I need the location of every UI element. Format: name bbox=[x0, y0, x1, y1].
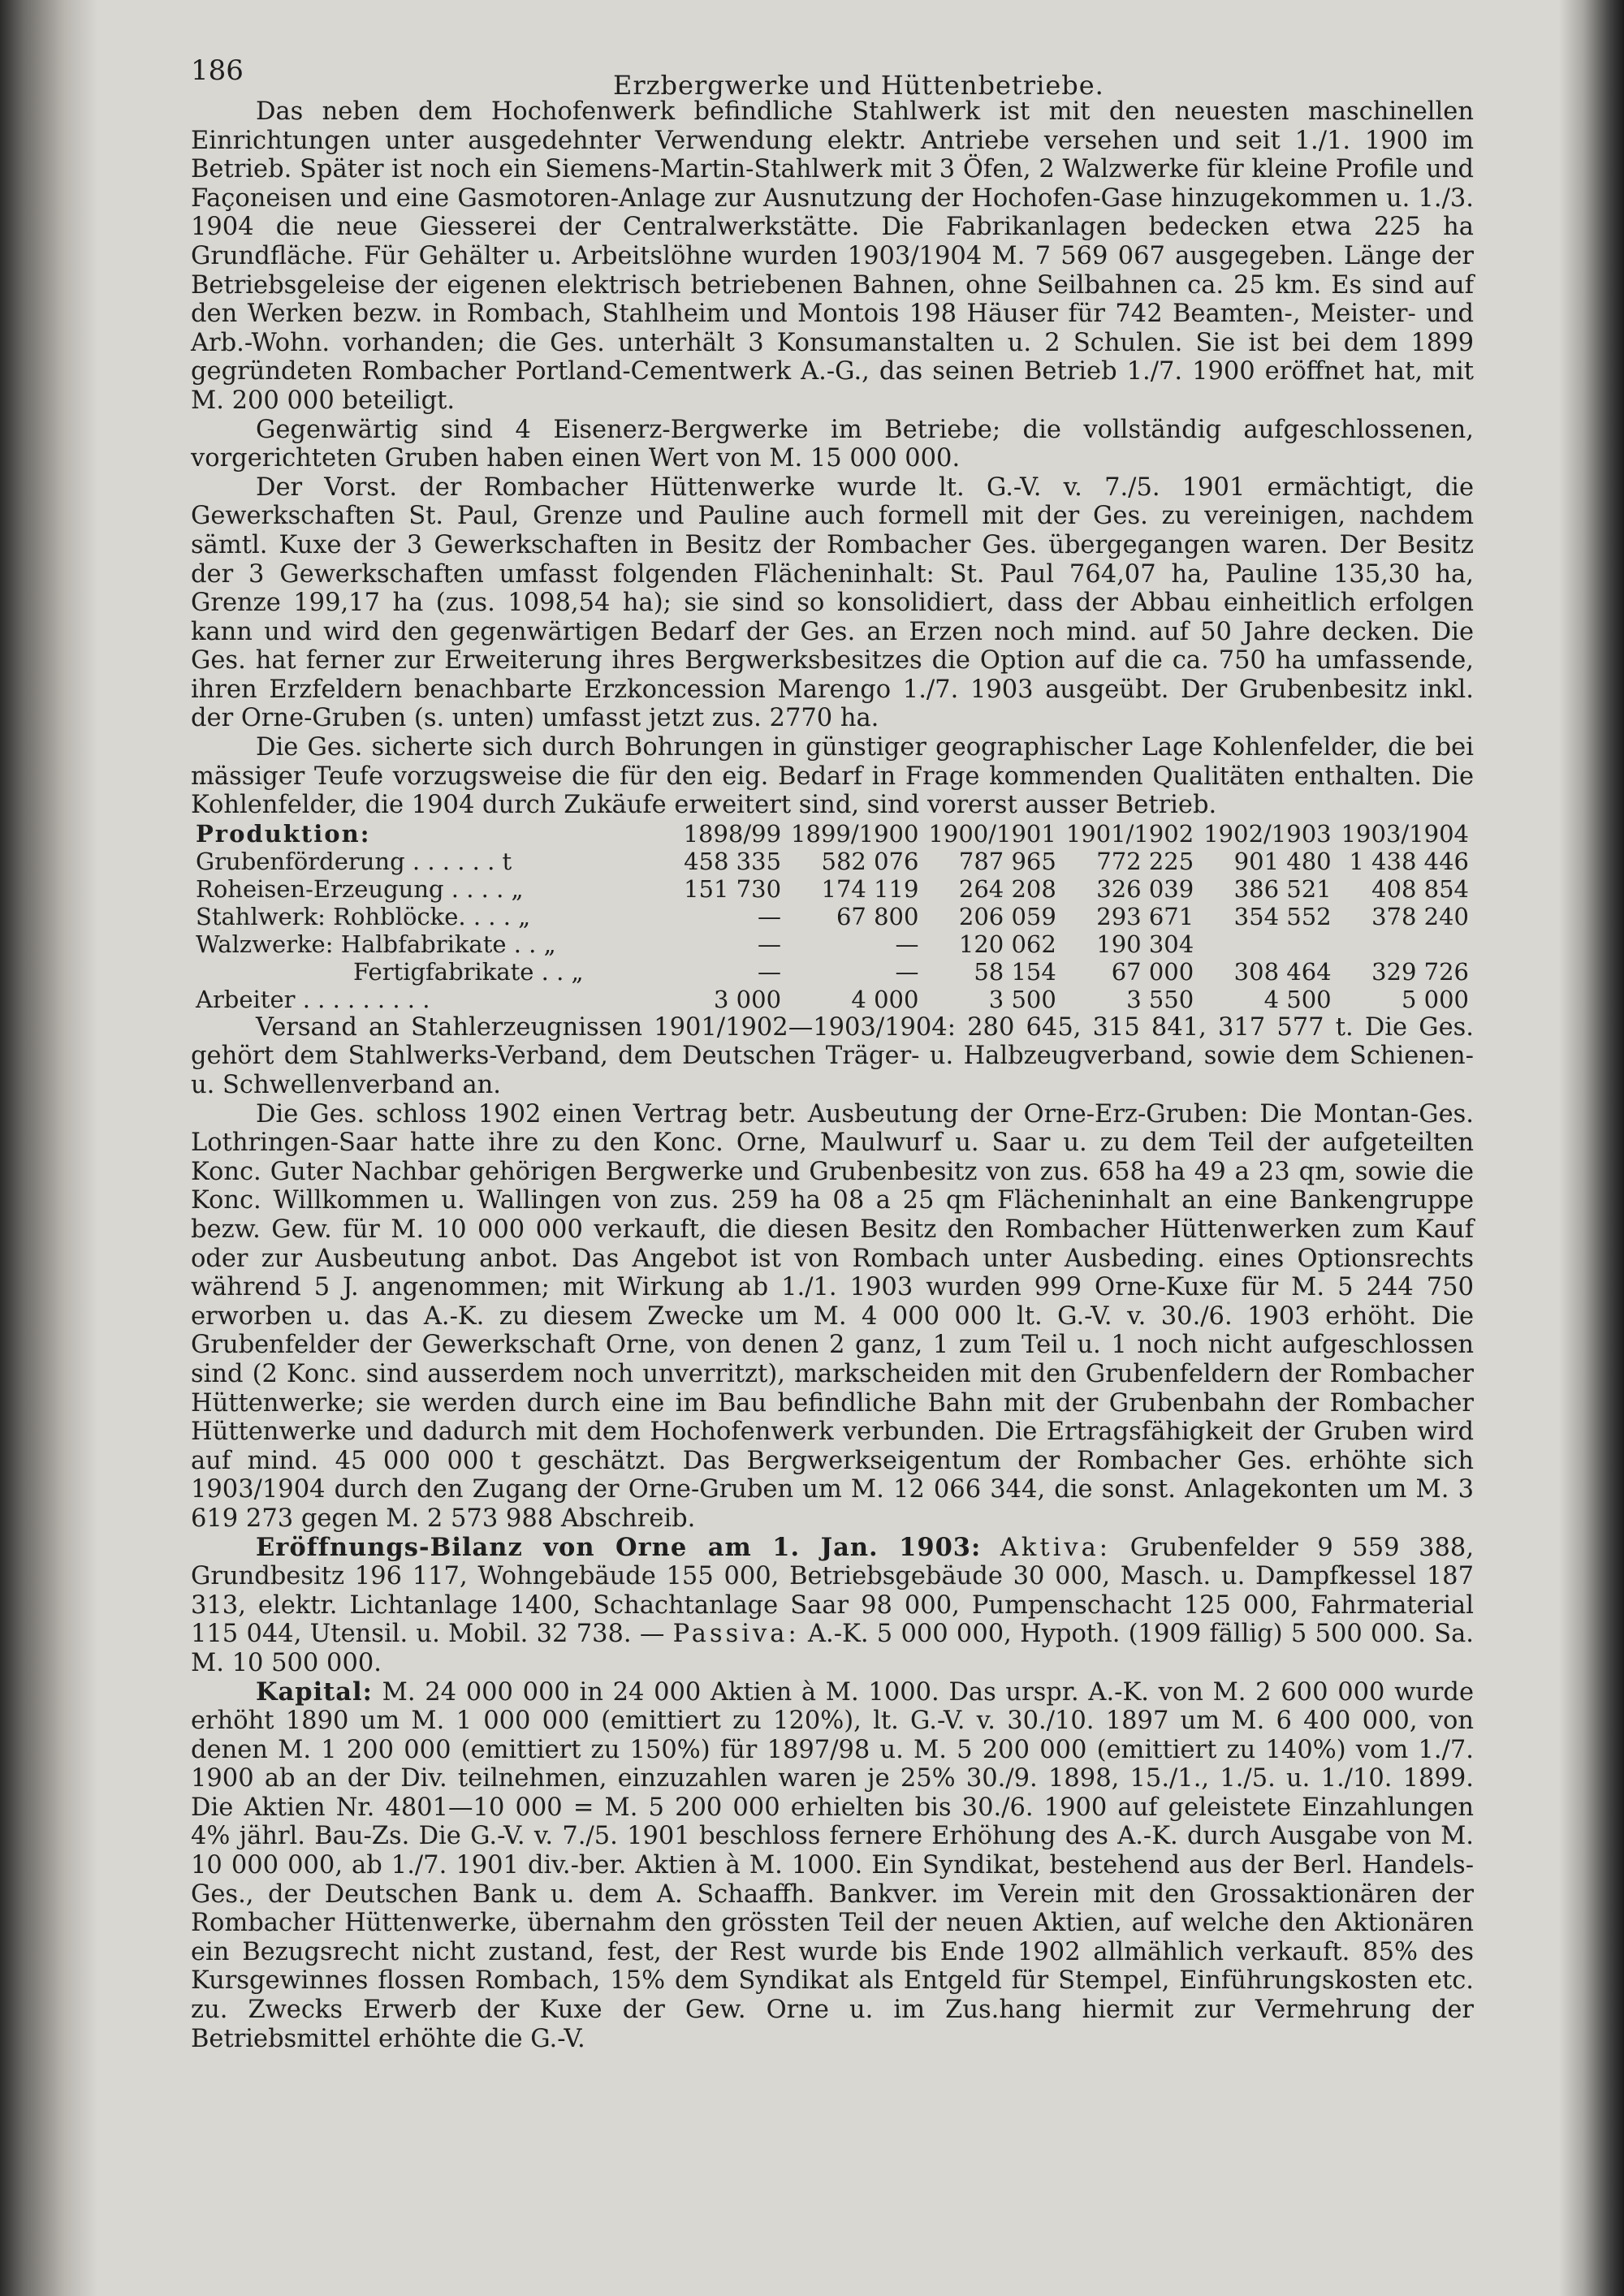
row-label: Walzwerke: Halbfabrikate . . „ bbox=[196, 930, 556, 958]
table-row bbox=[191, 903, 1474, 930]
cell: 3 550 bbox=[1126, 985, 1194, 1013]
paragraph-versand: Versand an Stahlerzeugnissen 1901/1902—1903/1904: 280 645, 315 841, 317 577 t. Die Ges. gehört dem Stahlwerks-Verband, dem Deutschen Träger- u. Halbzeugverband, sowie dem Schienen- u. Schwellenverband an. bbox=[191, 1012, 1474, 1100]
paragraph-orne-vertrag: Die Ges. schloss 1902 einen Vertrag betr. Ausbeutung der Orne-Erz-Gruben: Die Montan-Ges. Lothringen-Saar hatte ihre zu den Konc. Orne, Maulwurf u. Saar u. zu dem Teil der aufgeteilten Konc. Guter Nachbar gehörigen Bergwerke und Grubenbesitz von zus. 658 ha 49 a 23 qm, sowie die Konc. Willkommen u. Wallingen von zus. 259 ha 08 a 25 qm Flächeninhalt an eine Bankengruppe bezw. Gew. für M. 10 000 000 verkauft, die diesen Besitz den Rombacher Hüttenwerken zum Kauf oder zur Ausbeutung anbot. Das Angebot ist von Rombach unter Ausbeding. eines Optionsrechts während 5 J. angenommen; mit Wirkung ab 1./1. 1903 wurden 999 Orne-Kuxe für M. 5 244 750 erworben u. das A.-K. zu diesem Zwecke um M. 4 000 000 lt. G.-V. v. 30./6. 1903 erhöht. Die Grubenfelder der Gewerkschaft Orne, von denen 2 ganz, 1 zum Teil u. 1 noch nicht aufgeschlossen sind (2 Konc. sind ausserdem noch unverritzt), markscheiden mit den Grubenfeldern der Rombacher Hüttenwerke; sie werden durch eine im Bau befindliche Bahn mit der Grubenbahn der Rombacher Hüttenwerke und dadurch mit dem Hochofenwerk verbunden. Die Ertragsfähigkeit der Gruben wird auf mind. 45 000 000 t geschätzt. Das Bergwerkseigentum der Rombacher Ges. erhöhte sich 1903/1904 durch den Zugang der Orne-Gruben um M. 12 066 344, die sonst. Anlagekonten um M. 3 619 273 gegen M. 2 573 988 Abschreib. bbox=[191, 1099, 1474, 1533]
passiva-label: Passiva: bbox=[672, 1620, 800, 1649]
cell: 408 854 bbox=[1371, 874, 1469, 903]
paragraph-kohlenfelder: Die Ges. sicherte sich durch Bohrungen in günstiger geographischer Lage Kohlenfelder, die bei mässiger Teufe vorzugsweise die für den eig. Bedarf in Frage kommenden Qualitäten enthalten. Die Kohlenfelder, die 1904 durch Zukäufe erweitert sind, sind vorerst ausser Betrieb. bbox=[191, 733, 1474, 820]
cell: 5 000 bbox=[1401, 985, 1469, 1013]
cell: 151 730 bbox=[684, 874, 782, 903]
cell: 4 500 bbox=[1263, 985, 1332, 1013]
bilanz-heading: Eröffnungs-Bilanz von Orne am 1. Jan. 1903: bbox=[256, 1532, 982, 1562]
page-header bbox=[191, 49, 1474, 101]
row-label: Stahlwerk: Rohblöcke. . . . „ bbox=[196, 902, 531, 930]
cell: 67 800 bbox=[836, 902, 919, 930]
cell: 308 464 bbox=[1233, 957, 1332, 986]
year-header: 1901/1902 bbox=[1065, 819, 1194, 848]
cell: 4 000 bbox=[851, 985, 919, 1013]
cell: 190 304 bbox=[1096, 930, 1194, 958]
production-table bbox=[191, 820, 1474, 1013]
cell: 264 208 bbox=[958, 874, 1056, 903]
paragraph-eroeffnungs-bilanz bbox=[191, 1534, 1474, 1678]
scan-shadow-left bbox=[0, 0, 97, 2296]
paragraph-kapital bbox=[191, 1678, 1474, 2054]
cell: 3 500 bbox=[988, 985, 1056, 1013]
passiva-body: A.-K. 5 000 000, Hypoth. (1909 fällig) 5 500 000. Sa. M. 10 500 000. bbox=[191, 1620, 1474, 1677]
cell: — bbox=[758, 930, 782, 958]
aktiva-body: Grubenfelder 9 559 388, Grundbesitz 196 117, Wohngebäude 155 000, Betriebsgebäude 30 000, Masch. u. Dampfkessel 187 313, elektr. Lichtanlage 1400, Schachtanlage Saar 98 000, Pumpenschacht 125 000, Fahrmaterial 115 044, Utensil. u. Mobil. 32 738. — bbox=[191, 1533, 1475, 1649]
cell bbox=[1337, 930, 1474, 958]
row-label: Fertigfabrikate . . „ bbox=[353, 957, 584, 986]
cell: 120 062 bbox=[958, 930, 1056, 958]
row-label: Grubenförderung . . . . . . t bbox=[196, 847, 512, 875]
table-row bbox=[191, 848, 1474, 875]
kapital-body: M. 24 000 000 in 24 000 Aktien à M. 1000. Das urspr. A.-K. von M. 2 600 000 wurde erhöht 1890 um M. 1 000 000 (emittiert zu 120%), lt. G.-V. v. 30./10. 1897 um M. 6 400 000, von denen M. 1 200 000 (emittiert zu 150%) für 1897/98 u. M. 5 200 000 (emittiert zu 140%) vom 1./7. 1900 ab an der Div. teilnehmen, einzuzahlen waren je 25% 30./9. 1898, 15./1., 1./5. u. 1./10. 1899. Die Aktien Nr. 4801—10 000 = M. 5 200 000 erhielten bis 30./6. 1900 auf geleistete Einzahlungen 4% jährl. Bau-Zs. Die G.-V. v. 7./5. 1901 beschloss fernere Erhöhung des A.-K. durch Ausgabe von M. 10 000 000, ab 1./7. 1901 div.-ber. Aktien à M. 1000. Ein Syndikat, bestehend aus der Berl. Handels-Ges., der Deutschen Bank u. dem A. Schaaffh. Bankver. im Verein mit den Grossaktionären der Rombacher Hüttenwerke, übernahm den grössten Teil der neuen Aktien, auf welche den Aktionären ein Bezugsrecht nicht zustand, fest, der Rest wurde bis Ende 1902 allmählich verkauft. 85% des Kursgewinnes flossen Rombach, 15% dem Syndikat als Entgeld für Stempel, Einführungskosten etc. zu. Zwecks Erwerb der Kuxe der Gew. Orne u. im Zus.hang hiermit zur Vermehrung der Betriebsmittel erhöhte die G.-V. bbox=[191, 1677, 1475, 2053]
cell: 901 480 bbox=[1233, 847, 1332, 875]
row-label: Roheisen-Erzeugung . . . . „ bbox=[196, 874, 524, 903]
cell: — bbox=[758, 957, 782, 986]
cell: — bbox=[895, 957, 919, 986]
production-header-row bbox=[191, 820, 1474, 848]
cell: — bbox=[895, 930, 919, 958]
cell: 378 240 bbox=[1371, 902, 1469, 930]
paragraph-eisenerz-bergwerke: Gegenwärtig sind 4 Eisenerz-Bergwerke im Betriebe; die vollständig aufgeschlossenen, vorgerichteten Gruben haben einen Wert von M. 15 000 000. bbox=[191, 415, 1474, 473]
page-number: 186 bbox=[191, 54, 244, 87]
cell: 326 039 bbox=[1096, 874, 1194, 903]
cell: 458 335 bbox=[684, 847, 782, 875]
cell: 329 726 bbox=[1371, 957, 1469, 986]
year-header: 1902/1903 bbox=[1203, 819, 1332, 848]
production-title: Produktion: bbox=[196, 819, 371, 848]
cell: 354 552 bbox=[1233, 902, 1332, 930]
cell: — bbox=[758, 902, 782, 930]
table-row bbox=[191, 986, 1474, 1013]
cell: 293 671 bbox=[1096, 902, 1194, 930]
row-label: Arbeiter . . . . . . . . . bbox=[196, 985, 430, 1013]
cell: 772 225 bbox=[1096, 847, 1194, 875]
year-header: 1900/1901 bbox=[928, 819, 1056, 848]
document-page bbox=[191, 49, 1474, 2273]
table-row bbox=[191, 875, 1474, 903]
cell: 582 076 bbox=[821, 847, 919, 875]
cell: 58 154 bbox=[974, 957, 1056, 986]
cell: 3 000 bbox=[714, 985, 782, 1013]
cell: 787 965 bbox=[958, 847, 1056, 875]
paragraph-stahlwerk: Das neben dem Hochofenwerk befindliche Stahlwerk ist mit den neuesten maschinellen Einrichtungen unter ausgedehnter Verwendung elektr. Antriebe versehen und seit 1./1. 1900 im Betrieb. Später ist noch ein Siemens-Martin-Stahlwerk mit 3 Öfen, 2 Walzwerke für kleine Profile und Façoneisen und eine Gasmotoren-Anlage zur Ausnutzung der Hochofen-Gase hinzugekommen u. 1./3. 1904 die neue Giesserei der Centralwerkstätte. Die Fabrikanlagen bedecken etwa 225 ha Grundfläche. Für Gehälter u. Arbeitslöhne wurden 1903/1904 M. 7 569 067 ausgegeben. Länge der Betriebsgeleise der eigenen elektrisch betriebenen Bahnen, ohne Seilbahnen ca. 25 km. Es sind auf den Werken bezw. in Rombach, Stahlheim und Montois 198 Häuser für 742 Beamten-, Meister- und Arb.-Wohn. vorhanden; die Ges. unterhält 3 Konsumanstalten u. 2 Schulen. Sie ist bei dem 1899 gegründeten Rombacher Portland-Cementwerk A.-G., das seinen Betrieb 1./7. 1900 eröffnet hat, mit M. 200 000 beteiligt. bbox=[191, 97, 1474, 415]
year-header: 1899/1900 bbox=[791, 819, 919, 848]
cell: 174 119 bbox=[821, 874, 919, 903]
table-row bbox=[191, 958, 1474, 986]
kapital-heading: Kapital: bbox=[256, 1677, 373, 1707]
year-header: 1898/99 bbox=[683, 819, 782, 848]
cell: 386 521 bbox=[1233, 874, 1332, 903]
paragraph-gewerkschaften: Der Vorst. der Rombacher Hüttenwerke wurde lt. G.-V. v. 7./5. 1901 ermächtigt, die Gewerkschaften St. Paul, Grenze und Pauline auch formell mit der Ges. zu vereinigen, nachdem sämtl. Kuxe der 3 Gewerkschaften in Besitz der Rombacher Ges. übergegangen waren. Der Besitz der 3 Gewerkschaften umfasst folgenden Flächeninhalt: St. Paul 764,07 ha, Pauline 135,30 ha, Grenze 199,17 ha (zus. 1098,54 ha); sie sind so konsolidiert, dass der Abbau einheitlich erfolgen kann und wird den gegenwärtigen Bedarf der Ges. an Erzen noch mind. auf 50 Jahre decken. Die Ges. hat ferner zur Erweiterung ihres Bergwerksbesitzes die Option auf die ca. 750 ha umfassende, ihren Erzfeldern benachbarte Erzkoncession Marengo 1./7. 1903 ausgeübt. Der Grubenbesitz inkl. der Orne-Gruben (s. unten) umfasst jetzt zus. 2770 ha. bbox=[191, 473, 1474, 733]
scan-shadow-right bbox=[1559, 0, 1624, 2296]
cell: 1 438 446 bbox=[1349, 847, 1469, 875]
table-row bbox=[191, 930, 1474, 958]
running-title: Erzbergwerke und Hüttenbetriebe. bbox=[613, 70, 1104, 101]
cell: 67 000 bbox=[1111, 957, 1194, 986]
aktiva-label: Aktiva: bbox=[1000, 1533, 1112, 1562]
year-header: 1903/1904 bbox=[1341, 819, 1469, 848]
cell: 206 059 bbox=[958, 902, 1056, 930]
cell bbox=[1199, 930, 1336, 958]
